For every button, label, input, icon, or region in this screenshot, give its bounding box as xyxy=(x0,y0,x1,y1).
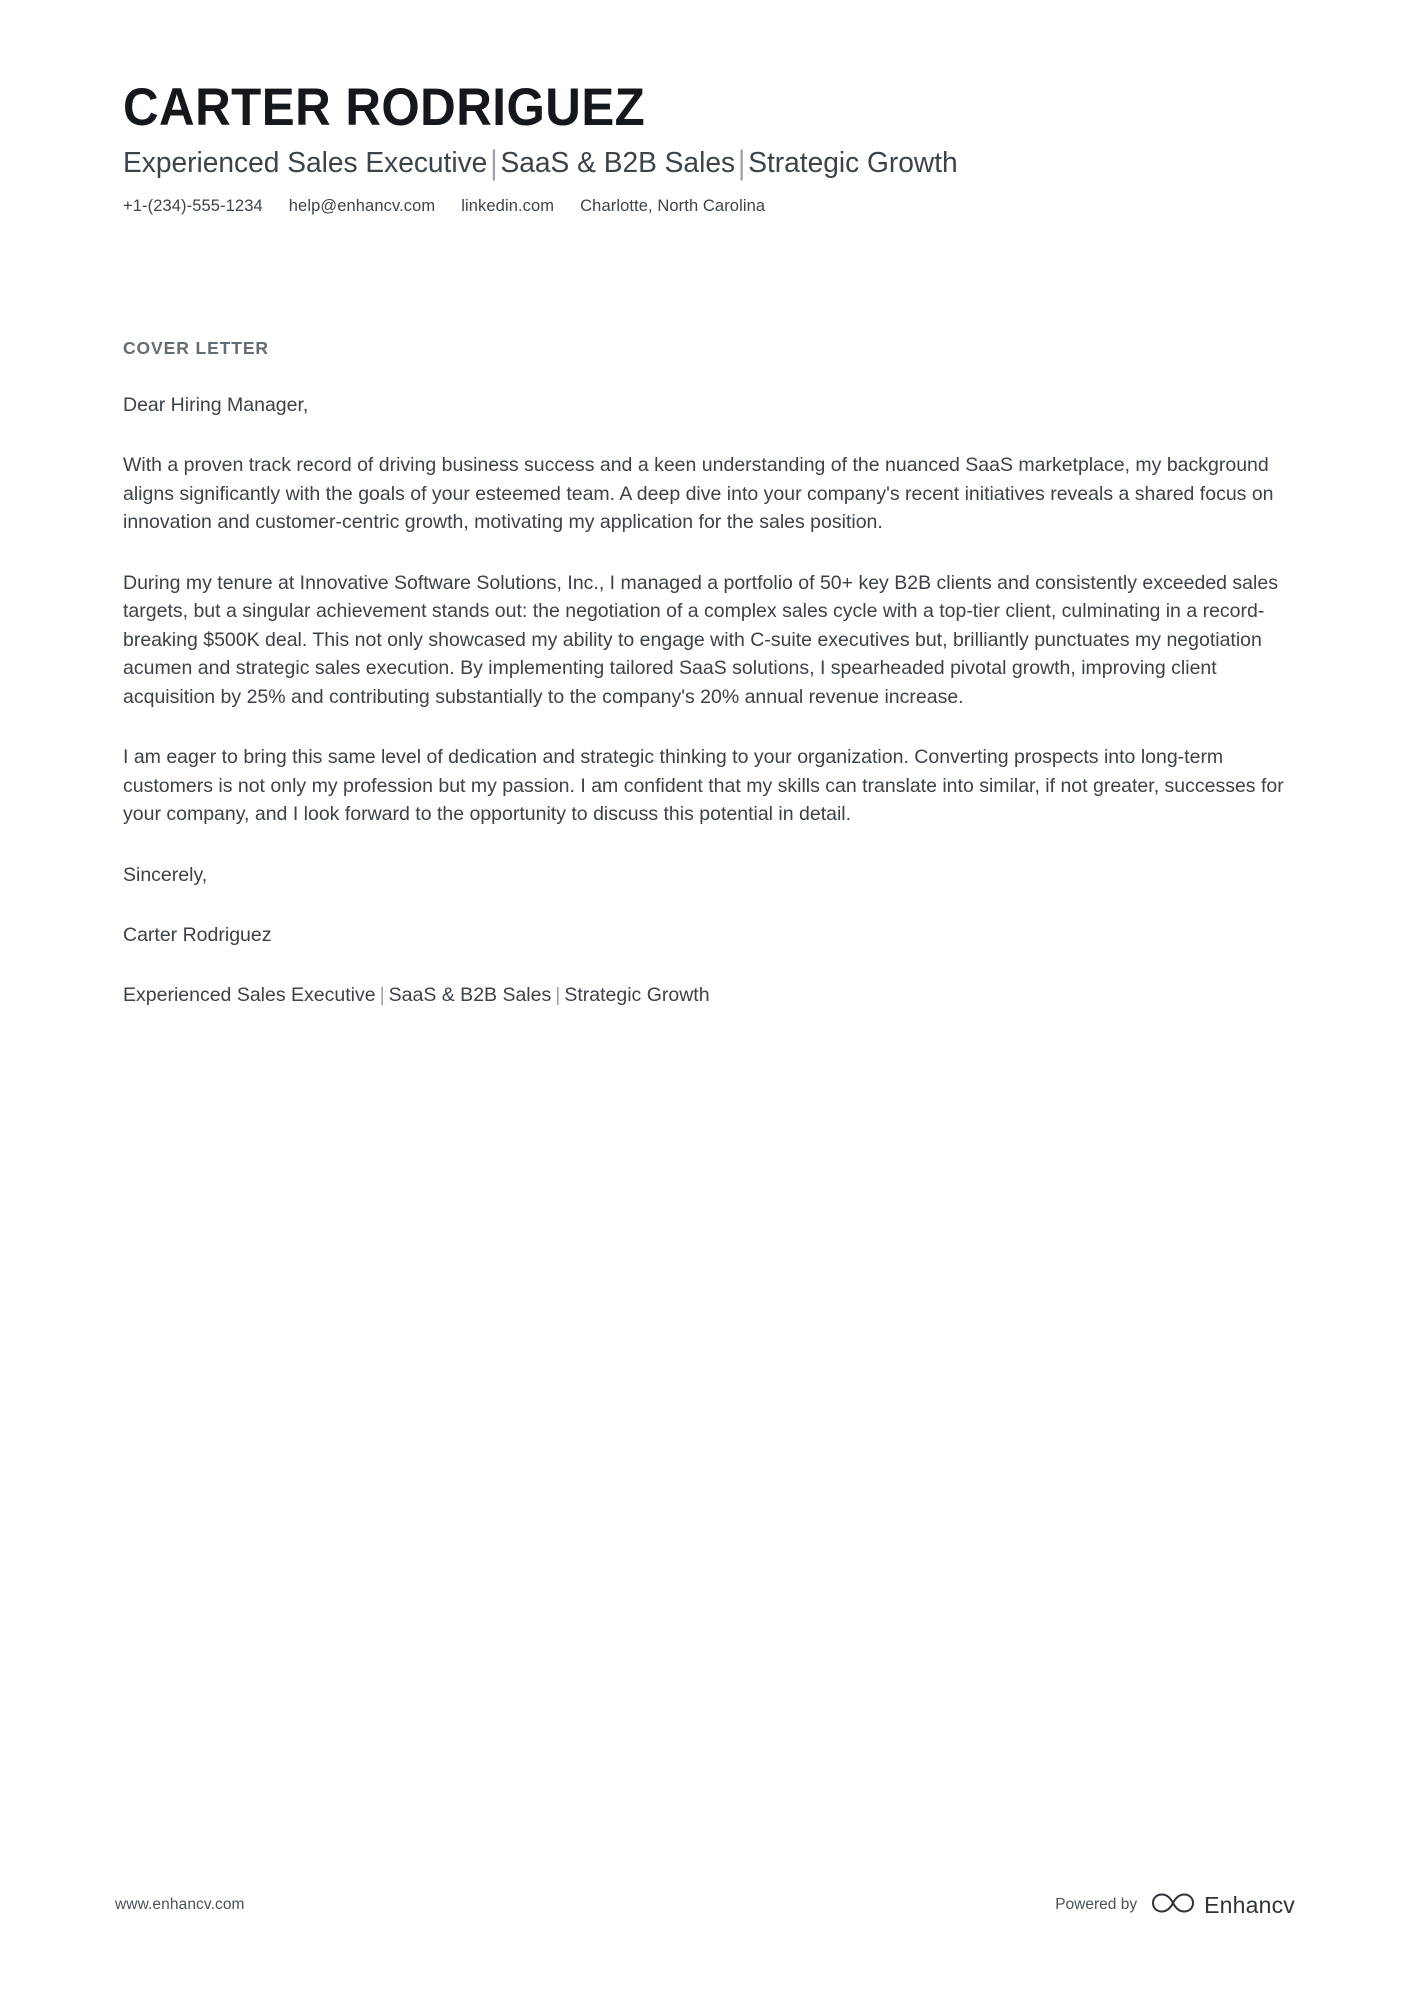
signature-title xyxy=(123,981,1288,1009)
contact-phone: +1-(234)-555-1234 xyxy=(123,197,263,215)
contact-row xyxy=(123,194,1303,218)
section-heading-cover-letter: COVER LETTER xyxy=(123,338,269,358)
enhancv-infinity-logo-icon xyxy=(1151,1890,1195,1921)
powered-by-label: Powered by xyxy=(1055,1896,1138,1913)
signature-title-part-2: SaaS & B2B Sales xyxy=(388,983,552,1006)
signature-separator-icon: | xyxy=(555,983,561,1006)
contact-email[interactable]: help@enhancv.com xyxy=(288,197,436,215)
page-title: CARTER RODRIGUEZ xyxy=(123,78,646,137)
signature-title-part-1: Experienced Sales Executive xyxy=(123,983,376,1006)
headline-separator-icon: | xyxy=(737,144,746,182)
contact-linkedin[interactable]: linkedin.com xyxy=(461,197,555,215)
professional-headline xyxy=(123,144,1268,182)
enhancv-brand-name: Enhancv xyxy=(1204,1891,1295,1918)
headline-part-3: Strategic Growth xyxy=(748,147,958,179)
headline-separator-icon: | xyxy=(490,144,498,182)
body-paragraph-3: I am eager to bring this same level of dedication and strategic thinking to your organization. Converting prospects into long-term customers is not only my profession but my passion. I am confident that my skills can translate into similar, if not greater, successes for your company, and I look forward to the opportunity to discuss this potential in detail. xyxy=(123,746,1284,825)
document-header xyxy=(123,78,1303,218)
signature-name: Carter Rodriguez xyxy=(123,923,272,946)
signature-separator-icon: | xyxy=(379,983,385,1006)
body-paragraph-2: During my tenure at Innovative Software Solutions, Inc., I managed a portfolio of 50+ key B2B clients and consistently exceeded sales targets, but a singular achievement stands out: the negotiation of a complex sales cycle with a top-tier client, culminating in a record-breaking $500K deal. This not only showcased my ability to engage with C-suite executives but, brilliantly punctuates my negotiation acumen and strategic sales execution. By implementing tailored SaaS solutions, I spearheaded pivotal growth, improving client acquisition by 25% and contributing substantially to the company's 20% annual revenue increase. xyxy=(123,571,1278,708)
salutation: Dear Hiring Manager, xyxy=(123,394,309,416)
headline-part-1: Experienced Sales Executive xyxy=(123,147,488,179)
footer-branding xyxy=(1055,1890,1295,1921)
cover-letter-section xyxy=(123,338,1288,1009)
document-footer xyxy=(0,1875,1410,1935)
body-paragraph-1: With a proven track record of driving business success and a keen understanding of the nuanced SaaS marketplace, my background aligns significantly with the goals of your esteemed team. A deep dive into your company's recent initiatives reveals a shared focus on innovation and customer-centric growth, motivating my application for the sales position. xyxy=(123,454,1274,533)
enhancv-brand xyxy=(1151,1890,1295,1921)
footer-website-url[interactable]: www.enhancv.com xyxy=(115,1896,245,1913)
headline-part-2: SaaS & B2B Sales xyxy=(500,147,736,179)
closing-salutation: Sincerely, xyxy=(123,863,208,886)
signature-title-part-3: Strategic Growth xyxy=(564,983,710,1006)
contact-location: Charlotte, North Carolina xyxy=(580,197,766,215)
